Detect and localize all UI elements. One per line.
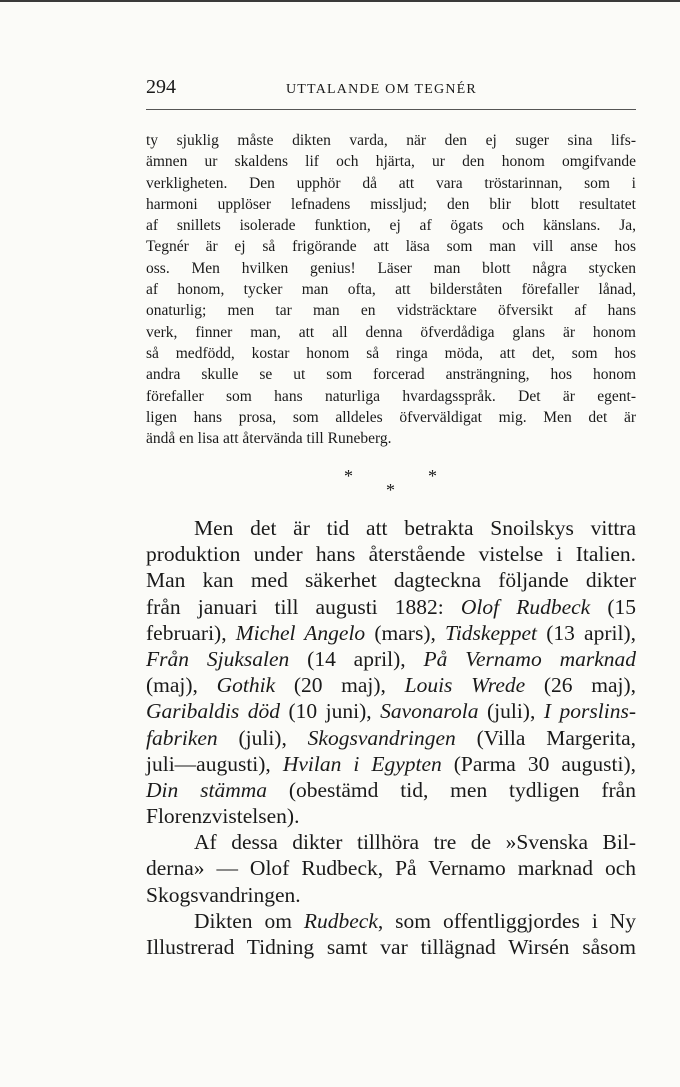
quote-line: ty sjuklig måste dikten varda, när den ej suger sina lifs- bbox=[146, 132, 636, 149]
poem-title: I porslins- bbox=[543, 699, 636, 724]
poem-title: Gothik bbox=[216, 673, 276, 698]
body-line: Florenzvistelsen). bbox=[146, 804, 300, 829]
body-text: (26 maj), bbox=[525, 673, 637, 698]
body-text: från januari till augusti 1882: bbox=[146, 594, 461, 619]
quoted-passage bbox=[146, 130, 636, 449]
body-line bbox=[146, 908, 636, 934]
poem-title: Louis Wrede bbox=[404, 673, 526, 698]
poem-title: Garibaldis död bbox=[146, 699, 280, 724]
body-text: (juli), bbox=[217, 725, 308, 750]
body-text: Dikten om bbox=[194, 908, 304, 933]
body-line: produktion under hans återstående vistelse i Italien. bbox=[146, 542, 636, 567]
poem-title: Tidskeppet bbox=[445, 620, 538, 645]
quote-line: andra skulle se ut som forcerad ansträngning, hos honom bbox=[146, 366, 636, 384]
quote-line: oss. Men hvilken genius! Läser man blott några stycken bbox=[146, 259, 636, 277]
quote-line: verkligheten. Den upphör då att vara tröstarinnan, som i bbox=[146, 174, 636, 192]
body-text: (14 april), bbox=[289, 646, 424, 671]
body-line: Illustrerad Tidning samt var tillägnad Wirsén såsom bbox=[146, 935, 636, 959]
separator-star: * bbox=[428, 466, 437, 486]
quote-line: förefaller som hans naturliga hvardagsspråk. Det är egent- bbox=[146, 387, 636, 405]
body-line: Af dessa dikter tillhöra tre de »Svenska Bil- bbox=[194, 830, 636, 855]
body-line: Men det är tid att betrakta Snoilskys vittra bbox=[194, 516, 636, 540]
quote-line: harmoni upplöser lefnadens missljud; den blir blott resultatet bbox=[146, 195, 636, 213]
quote-line: af honom, tycker man ofta, att bilderståten förefaller lånad, bbox=[146, 281, 636, 299]
body-text: (Villa Margerita, bbox=[455, 725, 636, 750]
poem-title: Din stämma bbox=[146, 777, 267, 802]
separator-star: * bbox=[386, 480, 395, 500]
quote-line: onaturlig; men tar man en vidsträcktare öfversikt af hans bbox=[146, 302, 636, 320]
body-text: februari), bbox=[146, 620, 236, 645]
quote-line: ändå en lisa att återvända till Runeberg. bbox=[146, 430, 392, 448]
poem-title: Olof Rudbeck bbox=[460, 594, 591, 619]
section-separator bbox=[340, 466, 450, 502]
body-text: (obestämd tid, men tydligen från bbox=[267, 777, 636, 802]
body-text: (13 april), bbox=[537, 620, 636, 645]
body-line: Skogsvandringen. bbox=[146, 882, 301, 907]
poem-title: Från Sjuksalen bbox=[146, 646, 290, 671]
body-line bbox=[146, 698, 636, 724]
poem-title: Savonarola bbox=[380, 699, 479, 724]
quote-line: Tegnér är ej så frigörande att läsa som man vill anse hos bbox=[146, 238, 636, 256]
quote-line: ämnen ur skaldens lif och hjärta, ur den honom omgifvande bbox=[146, 153, 636, 171]
body-line bbox=[146, 672, 636, 698]
body-text: , som offentliggjordes i Ny bbox=[377, 908, 636, 933]
body-line: derna» — Olof Rudbeck, På Vernamo marknad och bbox=[146, 856, 636, 881]
body-text: (10 juni), bbox=[279, 699, 381, 724]
body-text: (maj), bbox=[146, 673, 217, 698]
poem-title: Rudbeck bbox=[303, 908, 378, 933]
quote-line: så medfödd, kostar honom så ringa möda, att det, som hos bbox=[146, 344, 636, 362]
running-title: UTTALANDE OM TEGNÉR bbox=[286, 82, 477, 97]
body-line bbox=[146, 620, 636, 646]
poem-title: Hvilan i Egypten bbox=[282, 751, 442, 776]
body-line: Man kan med säkerhet dagteckna följande dikter bbox=[146, 568, 636, 593]
header-rule bbox=[146, 109, 636, 110]
body-line bbox=[146, 725, 636, 751]
page-top-edge bbox=[0, 0, 680, 2]
quote-line: af snillets isolerade funktion, ej af ögats och känslans. Ja, bbox=[146, 217, 636, 235]
poem-title: På Vernamo marknad bbox=[423, 646, 637, 671]
poem-title: Michel Angelo bbox=[235, 620, 366, 645]
page-number: 294 bbox=[146, 76, 176, 98]
poem-title: fabriken bbox=[146, 725, 218, 750]
main-body bbox=[146, 515, 636, 960]
body-text: (Parma 30 augusti), bbox=[441, 751, 637, 776]
quote-line: verk, finner man, att all denna öfverdådiga glans är honom bbox=[146, 323, 636, 341]
body-text: (mars), bbox=[365, 620, 446, 645]
body-line bbox=[146, 594, 636, 620]
page-header bbox=[146, 76, 636, 104]
body-line bbox=[146, 751, 636, 777]
body-line bbox=[146, 646, 636, 672]
separator-star: * bbox=[344, 466, 353, 486]
body-line bbox=[146, 777, 636, 803]
body-text: (juli), bbox=[478, 699, 544, 724]
body-text: (20 maj), bbox=[275, 673, 405, 698]
body-text: (15 bbox=[590, 594, 636, 619]
poem-title: Skogsvandringen bbox=[307, 725, 456, 750]
body-text: juli—augusti), bbox=[146, 751, 283, 776]
quote-line: ligen hans prosa, som alldeles öfverväldigat mig. Men det är bbox=[146, 408, 636, 426]
